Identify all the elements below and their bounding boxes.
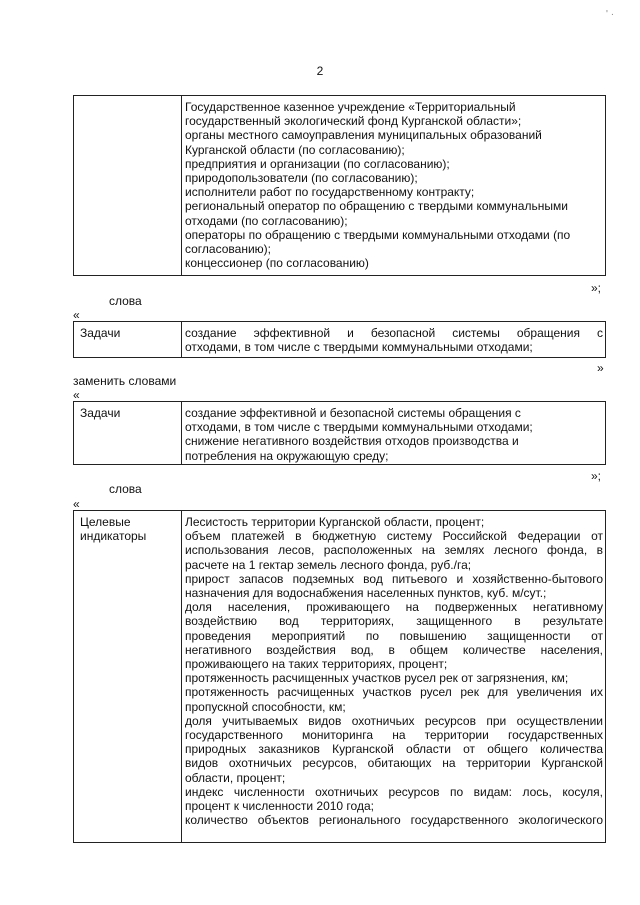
closing-quote-3: »; bbox=[591, 469, 602, 483]
participants-line: органы местного самоуправления муниципальных образований bbox=[185, 128, 542, 143]
participants-line: концессионер (по согласованию) bbox=[185, 256, 369, 271]
open-quote-2: « bbox=[73, 388, 80, 402]
participants-line: Курганской области (по согласованию); bbox=[185, 142, 405, 157]
closing-quote-1: »; bbox=[591, 281, 602, 295]
indicator-line: воздействию вод территориях, защищенного в результате bbox=[185, 614, 603, 629]
indicator-line: пропускной способности, км; bbox=[185, 699, 346, 714]
indicator-line: объем платежей в бюджетную систему Российской Федерации от bbox=[185, 529, 603, 544]
tasks-old-line: создание эффективной и безопасной системы обращения с bbox=[185, 326, 603, 340]
participants-line: согласованию); bbox=[185, 242, 271, 257]
replace-label: заменить словами bbox=[73, 374, 177, 388]
tasks-new-line: потребления на окружающую среду; bbox=[185, 448, 389, 463]
indicator-line: государственного мониторинга на территории государственных bbox=[185, 728, 603, 743]
slova-label-2: слова bbox=[109, 482, 142, 496]
participants-line: предприятия и организации (по согласованию); bbox=[185, 156, 450, 171]
indicator-line: количество объектов регионального государственного экологического bbox=[185, 813, 603, 828]
participants-table bbox=[73, 95, 606, 276]
indicator-line: негативного воздействия вод, в общем количестве населения, bbox=[185, 642, 603, 657]
indicator-line: расчете на 1 гектар земель лесного фонда, руб./га; bbox=[185, 557, 472, 572]
tasks-new-line: снижение негативного воздействия отходов производства и bbox=[185, 434, 519, 449]
indicator-line: прирост запасов подземных вод питьевого и хозяйственно-бытового bbox=[185, 571, 603, 586]
tasks-new-line: отходами, в том числе с твердыми коммунальными отходами; bbox=[185, 420, 533, 435]
open-quote-3: « bbox=[73, 497, 80, 511]
indicator-line: видов охотничьих ресурсов, обитающих на территории Курганской bbox=[185, 756, 603, 771]
indicator-line: протяженность расчищенных участков русел рек для увеличения их bbox=[185, 685, 603, 700]
closing-quote-2: » bbox=[597, 361, 604, 375]
indicators-label-line: индикаторы bbox=[80, 529, 147, 544]
table-divider bbox=[181, 511, 182, 842]
participants-line: операторы по обращению с твердыми коммунальными отходами (по bbox=[185, 227, 571, 242]
indicator-line: природных заказников Курганской области от общего количества bbox=[185, 742, 603, 757]
tasks-old-table bbox=[73, 321, 606, 358]
tasks-label: Задачи bbox=[80, 406, 121, 420]
page-number: 2 bbox=[316, 64, 324, 78]
tasks-new-table bbox=[73, 401, 606, 465]
indicators-cell bbox=[185, 515, 603, 827]
open-quote-1: « bbox=[73, 308, 80, 322]
indicator-line: использования лесов, расположенных на землях лесного фонда, в bbox=[185, 543, 603, 558]
indicator-line: проведения мероприятий по повышению защищенности от bbox=[185, 628, 603, 643]
indicator-line: доля учитываемых видов охотничьих ресурсов при осуществлении bbox=[185, 713, 603, 728]
table-divider bbox=[181, 96, 182, 275]
tasks-old-line: отходами, в том числе с твердыми коммунальными отходами; bbox=[185, 340, 533, 355]
participants-line: Государственное казенное учреждение «Территориальный bbox=[185, 100, 516, 114]
tasks-new-cell bbox=[185, 406, 603, 463]
indicator-line: процент к численности 2010 года; bbox=[185, 799, 374, 814]
indicator-line: области, процент; bbox=[185, 770, 286, 785]
participants-cell bbox=[185, 100, 603, 270]
table-divider bbox=[181, 402, 182, 464]
participants-line: природопользователи (по согласованию); bbox=[185, 171, 418, 186]
table-divider bbox=[181, 322, 182, 357]
indicator-line: назначения для водоснабжения населенных пунктов, куб. м/сут.; bbox=[185, 586, 547, 601]
participants-line: региональный оператор по обращению с твердыми коммунальными bbox=[185, 199, 568, 214]
corner-mark: ' · bbox=[606, 9, 615, 20]
indicators-label bbox=[80, 515, 178, 543]
slova-label-1: слова bbox=[109, 294, 142, 308]
indicator-line: протяженность расчищенных участков русел рек от загрязнения, км; bbox=[185, 671, 569, 686]
indicator-line: Лесистость территории Курганской области, процент; bbox=[185, 515, 485, 529]
indicator-line: доля населения, проживающего на подверженных негативному bbox=[185, 600, 603, 615]
participants-line: отходами (по согласованию); bbox=[185, 213, 348, 228]
indicator-line: проживающего на таких территориях, процент; bbox=[185, 657, 448, 672]
indicators-table bbox=[73, 510, 606, 843]
tasks-new-line: создание эффективной и безопасной системы обращения с bbox=[185, 406, 521, 420]
indicators-label-line: Целевые bbox=[80, 515, 131, 529]
tasks-old-cell bbox=[185, 326, 603, 354]
participants-line: исполнители работ по государственному контракту; bbox=[185, 185, 475, 200]
tasks-label: Задачи bbox=[80, 326, 121, 340]
participants-line: государственный экологический фонд Курганской области»; bbox=[185, 114, 522, 129]
indicator-line: индекс численности охотничьих ресурсов по видам: лось, косуля, bbox=[185, 784, 603, 799]
